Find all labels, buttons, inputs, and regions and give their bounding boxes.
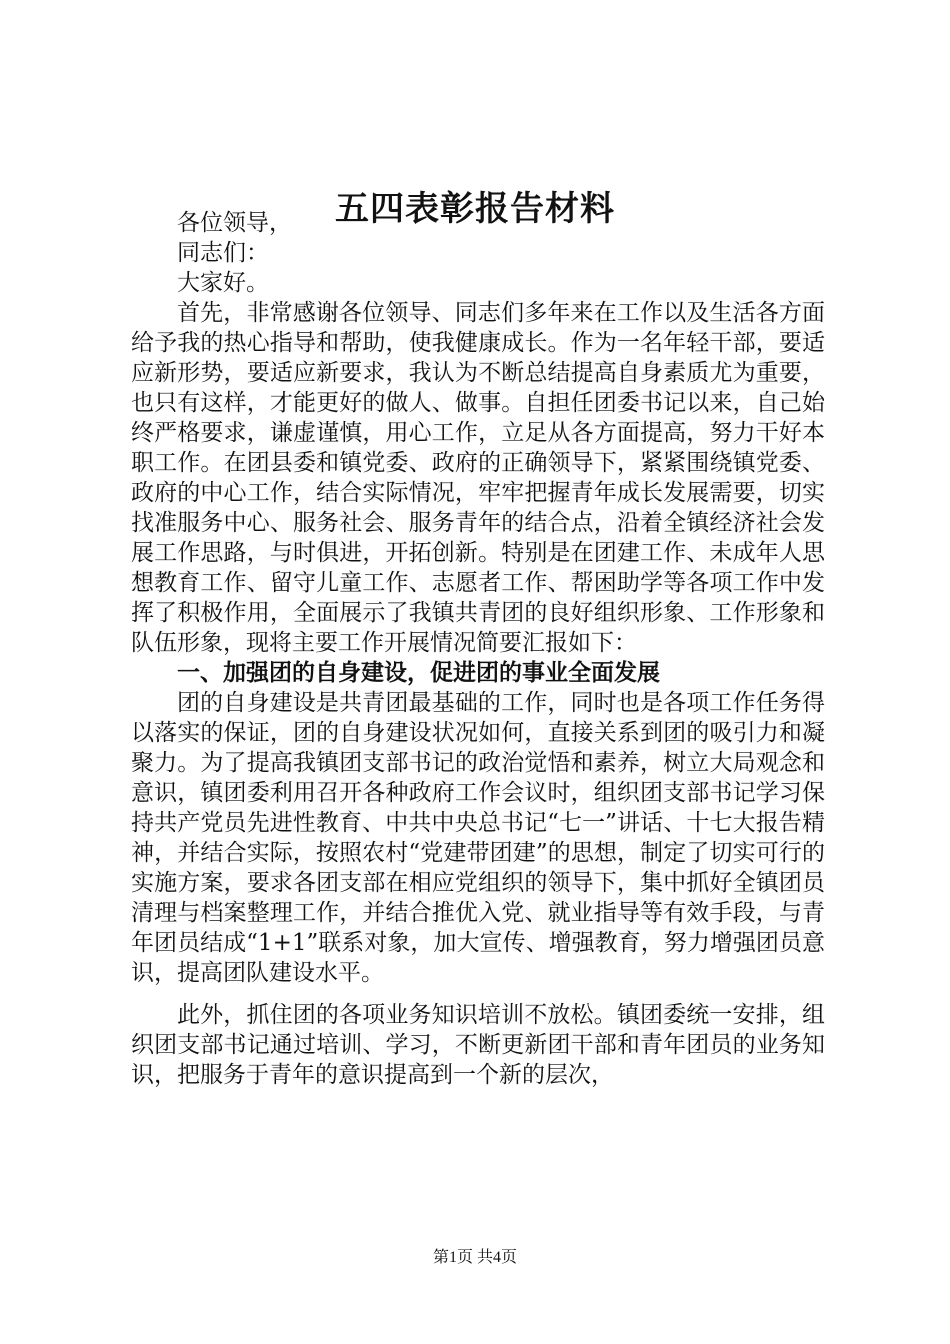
paragraph-intro: 首先，非常感谢各位领导、同志们多年来在工作以及生活各方面给予我的热心指导和帮助，使我健康成长。作为一名年轻干部，要适应新形势，要适应新要求，我认为不断总结提高自身素质尤为重要，也只有这样，才能更好的做人、做事。自担任团委书记以来，自己始终严格要求，谦虚谨慎，用心工作，立足从各方面提高，努力干好本职工作。在团县委和镇党委、政府的正确领导下，紧紧围绕镇党委、政府的中心工作，结合实际情况，牢牢把握青年成长发展需要，切实找准服务中心、服务社会、服务青年的结合点，沿着全镇经济社会发展工作思路，与时俱进，开拓创新。特别是在团建工作、未成年人思想教育工作、留守儿童工作、志愿者工作、帮困助学等各项工作中发挥了积极作用，全面展示了我镇共青团的良好组织形象、工作形象和队伍形象，现将主要工作开展情况简要汇报如下：: [131, 300, 825, 656]
page-footer: 第1页 共4页: [432, 1249, 517, 1266]
paragraph-section2: 此外，抓住团的各项业务知识培训不放松。镇团委统一安排，组织团支部书记通过培训、学习，不断更新团干部和青年团员的业务知识，把服务于青年的意识提高到一个新的层次，: [131, 1002, 825, 1088]
section-heading-1: 一、加强团的自身建设，促进团的事业全面发展: [177, 660, 660, 686]
greeting-comrades: 同志们：: [177, 240, 269, 266]
paragraph-section1: 团的自身建设是共青团最基础的工作，同时也是各项工作任务得以落实的保证，团的自身建设状况如何，直接关系到团的吸引力和凝聚力。为了提高我镇团支部书记的政治觉悟和素养，树立大局观念和意识，镇团委利用召开各种政府工作会议时，组织团支部书记学习保持共产党员先进性教育、中共中央总书记“七一”讲话、十七大报告精神，并结合实际，按照农村“党建带团建”的思想，制定了切实可行的实施方案，要求各团支部在相应党组织的领导下，集中抓好全镇团员清理与档案整理工作，并结合推优入党、就业指导等有效手段，与青年团员结成“1+1”联系对象，加大宣传、增强教育，努力增强团员意识，提高团队建设水平。: [131, 690, 825, 986]
greeting-leaders: 各位领导，: [177, 210, 292, 236]
document-body: [131, 208, 825, 1090]
greeting-hello: 大家好。: [177, 270, 269, 296]
document-title: 五四表彰报告材料: [335, 189, 615, 229]
